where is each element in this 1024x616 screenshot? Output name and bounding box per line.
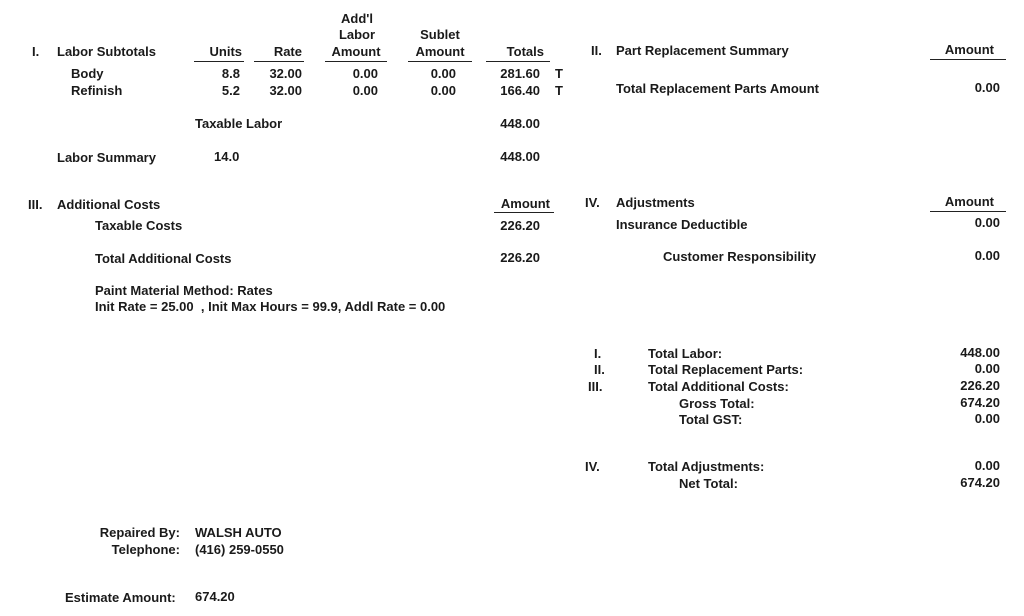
taxable-labor-label: Taxable Labor [195, 116, 283, 131]
labor-row-label: Body [71, 66, 104, 81]
total-gst-value: 0.00 [974, 411, 1000, 426]
totals-row-value: 226.20 [960, 378, 1000, 393]
repaired-by-label: Repaired By: [99, 525, 180, 540]
insurance-deductible-label: Insurance Deductible [616, 217, 748, 232]
insurance-deductible-value: 0.00 [974, 215, 1000, 230]
paint-method: Paint Material Method: Rates [95, 283, 273, 298]
rate-underline [254, 61, 304, 62]
sublet-header-line1: Sublet [420, 27, 460, 42]
totals-row-label: Total Replacement Parts: [648, 362, 804, 377]
estimate-amount-label: Estimate Amount: [65, 590, 176, 605]
units-underline [194, 61, 244, 62]
addl-underline [325, 61, 387, 62]
gross-total-value: 674.20 [960, 395, 1000, 410]
units-header: Units [209, 44, 242, 59]
labor-row-addl: 0.00 [352, 66, 378, 81]
estimate-amount-value: 674.20 [195, 589, 235, 604]
parts-amount-underline [930, 59, 1006, 60]
totals-row-numeral: II. [594, 362, 605, 377]
labor-row-flag: T [555, 83, 563, 98]
total-adjustments-numeral: IV. [585, 459, 600, 474]
labor-title: Labor Subtotals [57, 44, 156, 59]
totals-row-numeral: I. [594, 346, 602, 361]
customer-responsibility-value: 0.00 [974, 248, 1000, 263]
total-additional-costs-label: Total Additional Costs [95, 251, 232, 266]
totals-row-numeral: III. [588, 379, 603, 394]
addl-header-line3: Amount [331, 44, 381, 59]
total-adjustments-value: 0.00 [974, 458, 1000, 473]
labor-row-rate: 32.00 [269, 66, 302, 81]
totals-row-label: Total Additional Costs: [648, 379, 789, 394]
net-total-value: 674.20 [960, 475, 1000, 490]
labor-row-total: 166.40 [500, 83, 540, 98]
labor-row-sublet: 0.00 [430, 66, 456, 81]
customer-responsibility-label: Customer Responsibility [663, 249, 817, 264]
telephone-label: Telephone: [111, 542, 180, 557]
labor-summary-total: 448.00 [500, 149, 540, 164]
taxable-costs-label: Taxable Costs [95, 218, 183, 233]
totals-header: Totals [506, 44, 544, 59]
labor-summary-units: 14.0 [214, 149, 240, 164]
sublet-header-line2: Amount [415, 44, 465, 59]
total-adjustments-label: Total Adjustments: [648, 459, 765, 474]
paint-rates: Init Rate = 25.00 , Init Max Hours = 99.9, Addl Rate = 0.00 [95, 299, 446, 314]
labor-numeral: I. [32, 44, 40, 59]
totals-row-value: 448.00 [960, 345, 1000, 360]
labor-row-units: 8.8 [221, 66, 240, 81]
adjustments-title: Adjustments [616, 195, 695, 210]
parts-total-label: Total Replacement Parts Amount [616, 81, 819, 96]
taxable-costs-value: 226.20 [500, 218, 540, 233]
adjustments-amount-header: Amount [944, 194, 994, 209]
adjustments-numeral: IV. [585, 195, 600, 210]
total-additional-costs-value: 226.20 [500, 250, 540, 265]
parts-total-value: 0.00 [974, 80, 1000, 95]
sublet-underline [408, 61, 472, 62]
labor-row-total: 281.60 [500, 66, 540, 81]
addl-header-line1: Add'l [341, 11, 373, 26]
labor-row-sublet: 0.00 [430, 83, 456, 98]
labor-row-addl: 0.00 [352, 83, 378, 98]
totals-row-value: 0.00 [974, 361, 1000, 376]
totals-underline [486, 61, 550, 62]
additional-title: Additional Costs [57, 197, 161, 212]
parts-title: Part Replacement Summary [616, 43, 789, 58]
addl-header-line2: Labor [338, 27, 376, 42]
labor-row-label: Refinish [71, 83, 123, 98]
repaired-by-value: WALSH AUTO [195, 525, 282, 540]
rate-header: Rate [273, 44, 302, 59]
additional-amount-underline [494, 212, 554, 213]
taxable-labor-total: 448.00 [500, 116, 540, 131]
gross-total-label: Gross Total: [679, 396, 755, 411]
labor-row-units: 5.2 [221, 83, 240, 98]
labor-row-rate: 32.00 [269, 83, 302, 98]
total-gst-label: Total GST: [679, 412, 743, 427]
parts-numeral: II. [591, 43, 602, 58]
telephone-value: (416) 259-0550 [195, 542, 284, 557]
additional-amount-header: Amount [500, 196, 550, 211]
labor-row-flag: T [555, 66, 563, 81]
totals-row-label: Total Labor: [648, 346, 723, 361]
labor-summary-label: Labor Summary [57, 150, 156, 165]
additional-numeral: III. [28, 197, 43, 212]
adjustments-amount-underline [930, 211, 1006, 212]
parts-amount-header: Amount [944, 42, 994, 57]
net-total-label: Net Total: [679, 476, 738, 491]
